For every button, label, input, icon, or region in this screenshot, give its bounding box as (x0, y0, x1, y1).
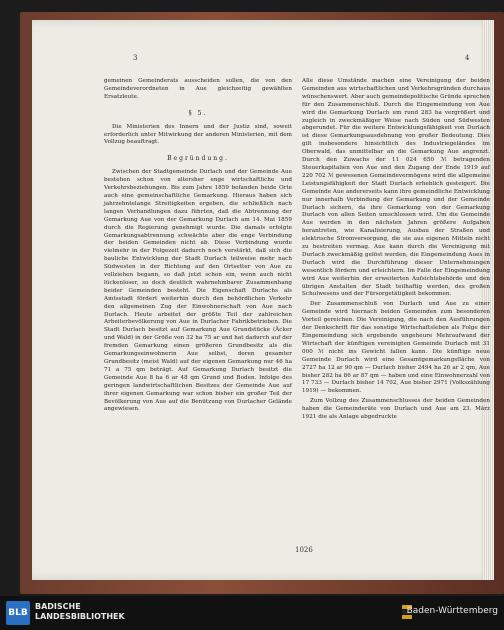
right-paragraph-2: Der Zusammenschluß von Durlach und Aue zu einer Gemeinde wird hiernach beiden Gemeinden zum besonderen Vorteil gereichen. Die Vereinigung, die nach den Ausführungen der Denkschrift für das sonstige Wirtschaftsleben als Folge der Eingemeindung sich ergebende ungeheure Mehraufwand der Wirtschaft der künftigen vereinigten Gemeinde Durlach mit 31 000 ℳ nicht ins Gewicht fallen kann. Die künftige neue Gemeinde Durlach wird eine Gesamtgemarkungsfläche von 2727 ha 12 ar 90 qm — Durlach bisher 2494 ha 26 ar 2 qm, Aue bisher 282 ha 86 ar 87 qm — haben und eine Einwohnerzahl von 17 733 — Durlach bisher 14 702, Aue bisher 2971 (Volkszählung 1919) — bekommen. (302, 301, 490, 395)
blb-logo[interactable]: BLB (6, 601, 30, 625)
left-paragraph-1: gemeinen Gemeinderats ausscheiden sollen, die von den Gemeindeverordneten in Aue gleichzeitig gewählten Ersatzleute. (104, 78, 292, 100)
right-paragraph-1: Alle diese Umstände machen eine Vereinigung der beiden Gemeinden aus wirtschaftlichen und Verkehrsgründen durchaus wünschenswert. Aber auch gemeindepolitische Gründe sprechen für den Zusammenschluß. Durch die Eingemeindung von Aue wird die Gemarkung Durlach um rund 283 ha vergrößert und zugleich in zweckmäßiger Weise nach Süden und Südwesten abgerundet. Für die weitere Entwicklungsfähigkeit von Durlach ist diese Gemarkungsausdehnung von großer Bedeutung. Dies gilt insbesondere hinsichtlich des Industriegeländes im Oberwald, das unmittelbar an die Gemarkung Aue angrenzt. Durch den Zuwachs der 11 024 650 ℳ betragenden Steuerkapitalien von Aue und den Zugang der Ende 1919 auf 220 702 ℳ gewesenen Gemeindevermögens wird die allgemeine Leistungsfähigkeit der Stadt Durlach erheblich gesteigert. Die Gemeinde Aue andererseits kann ihre gemeindliche Entwicklung nur innerhalb Verbindung der Gemarkung und der Gemeinde Durlach sichern, da ihre Gemarkung von der Gemarkung Durlach von allen Seiten umschlossen wird. Um die Gemeinde Aue werden in den nächsten Jahren größere Aufgaben herantreten, wie Kanalisierung, Ausbau der Straßen und elektrische Stromversorgung, die sie aus eigenen Mitteln nicht zu bestreiten vermag. Aue kann durch die Vereinigung mit Durlach zweckmäßig gelöst werden, die Eingemeindung Aues in Durlach wird die Durchführung dieser Unternehmungen wesentlich fördern und erleichtern. Im Falle der Eingemeindung wird Aue weiterhin der erweiterten Aufsichtsbehörde und den übrigen Anstalten der Stadt teilhaftig werden, des großen Schulwesens und der Fürsorgetätigkeit bekommen. (302, 78, 490, 298)
footer-page-number: 1026 (295, 546, 313, 554)
state-name[interactable]: Baden-Württemberg (406, 606, 498, 616)
library-name-line-1: BADISCHE (35, 602, 81, 611)
right-paragraph-3: Zum Vollzug des Zusammenschlusses der beiden Gemeinden haben die Gemeinderäte von Durlach und Aue am 23. März 1921 die als Anlage abgedruckte (302, 398, 490, 421)
left-page-number: 3 (133, 54, 138, 62)
section-number: § 5. (188, 109, 208, 117)
library-name[interactable] (35, 602, 125, 622)
left-paragraph-3: Zwischen der Stadtgemeinde Durlach und der Gemeinde Aue bestehen schon von altersher enge wirtschaftliche und Verkehrsbeziehungen. Bis zum Jahre 1859 befanden beide Orte auch eine gemeinschaftliche Gemarkung. Hieraus haben sich jahrzehntelange Streitigkeiten ergeben, die schließlich nach langen Verhandlungen dazu führten, daß die Abtrennung der Gemarkung Aue von der Gemarkung Durlach am 14. Mai 1859 durch die Regierung genehmigt wurde. Die damals erfolgte Gemarkungsabtrennung schwächte aber die enge Verbindung der beiden Gemeinden nicht ab. Diese Verbindung wurde vielmehr in der Folgezeit dadurch noch verstärkt, daß sich die bauliche Entwicklung der Stadt Durlach teilweise mehr nach Südwesten in der Richtung auf den Ortsetter von Aue zu vollziehen begann, so daß jetzt schon ein, wenn auch nicht lückenloser, so doch deutlich wahrnehmbarer Zusammenhang beider Gemeinden besteht. Die Eigenschaft Durlachs als Amtsstadt fördert weiterhin durch den behördlichen Verkehr den allgemeinen Zug der Einwohnerschaft von Aue nach Durlach. Heute arbeitet der größte Teil der zahlreichen Arbeiterbevölkerung von Aue in Durlacher Fabrikbetrieben. Die Stadt Durlach besitzt auf Gemarkung Aue Grundstücke (Äcker und Wald) in der Größe von 32 ha 75 ar und hat dadurch auf der fremden Gemarkung einen größeren Grundbesitz als die Gemarkungseinwohnerin Aue selbst, deren gesamter Grundbesitz (meist Wald) auf der eigenen Gemarkung nur 46 ha 71 a 75 qm beträgt. Auf Gemarkung Durlach besitzt die Gemeinde Aue 8 ha 6 ar 48 qm Grund und Boden. Infolge des geringen landwirtschaftlichen Besitzes der Gemeinde Aue auf ihrer eigenen Gemarkung war schon bisher ein großer Teil der Bevölkerung von Aue auf die Benützung von Durlacher Gelände angewiesen. (104, 169, 292, 413)
right-page-number: 4 (465, 54, 470, 62)
library-name-line-2: LANDESBIBLIOTHEK (35, 612, 125, 621)
left-text-column (104, 78, 292, 416)
right-text-column (302, 78, 490, 424)
section-title: Begründung. (167, 155, 229, 163)
left-paragraph-2: Die Ministerien des Innern und der Justiz sind, soweit erforderlich unter Mitwirkung der anderen Ministerien, mit dem Vollzug beauftragt. (104, 123, 292, 146)
